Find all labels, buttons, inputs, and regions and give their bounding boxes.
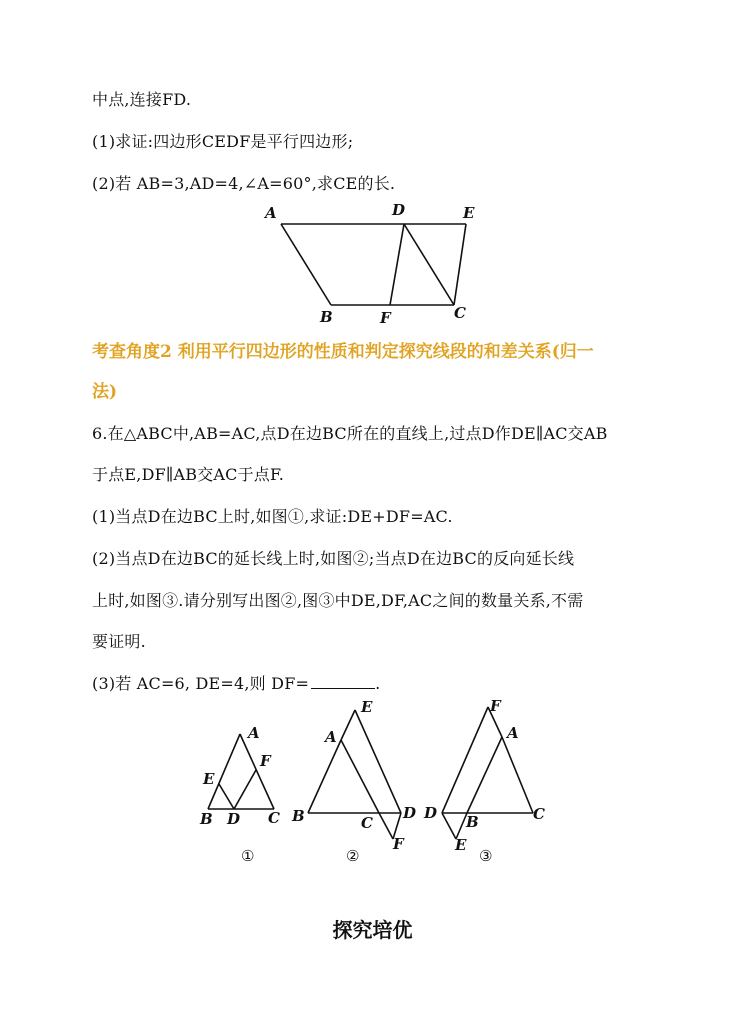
fig3-label-c: C xyxy=(533,805,545,823)
text-line: 中点,连接FD. xyxy=(92,90,192,109)
label-a: A xyxy=(265,204,277,222)
problem-6-part-2-cont: 上时,如图③.请分别写出图②,图③中DE,DF,AC之间的数量关系,不需 xyxy=(92,591,584,610)
label-d: D xyxy=(392,201,406,219)
problem-6-cont: 于点E,DF∥AB交AC于点F. xyxy=(92,465,285,484)
fig3-label-e: E xyxy=(455,836,467,854)
problem-6-part-3 xyxy=(92,671,380,694)
fig2-label-e: E xyxy=(361,698,373,716)
fig3-caption: ③ xyxy=(479,847,493,865)
fig2-label-f: F xyxy=(393,835,404,853)
fig1-label-e: E xyxy=(203,770,215,788)
question-1: (1)求证:四边形CEDF是平行四边形; xyxy=(92,132,354,151)
label-b: B xyxy=(320,308,333,326)
fig1-label-a: A xyxy=(248,724,260,742)
problem-6: 6.在△ABC中,AB=AC,点D在边BC所在的直线上,过点D作DE∥AC交AB xyxy=(92,424,608,443)
section-title: 探究培优 xyxy=(332,918,413,942)
fig3-label-a: A xyxy=(507,724,519,742)
fig1-caption: ① xyxy=(241,847,255,865)
fig2-label-a: A xyxy=(325,728,337,746)
fig3-label-f: F xyxy=(490,697,501,715)
fig1-label-f: F xyxy=(260,752,271,770)
fig2-caption: ② xyxy=(346,847,360,865)
label-f: F xyxy=(380,309,391,327)
question-2: (2)若 AB=3,AD=4,∠A=60°,求CE的长. xyxy=(92,174,396,193)
fig1-label-b: B xyxy=(200,810,213,828)
fig2-label-c: C xyxy=(361,814,373,832)
section-heading: 考查角度2 利用平行四边形的性质和判定探究线段的和差关系(归一 xyxy=(92,342,594,362)
fig3-label-b: B xyxy=(466,813,479,831)
part-3-period: . xyxy=(375,674,381,693)
figure-2-lines xyxy=(308,710,401,839)
section-heading-cont: 法) xyxy=(92,382,118,402)
fig2-label-d: D xyxy=(403,804,417,822)
label-e: E xyxy=(463,204,475,222)
fig1-label-d: D xyxy=(227,810,241,828)
fig3-label-d: D xyxy=(424,804,438,822)
answer-blank xyxy=(311,674,375,689)
figure-3-lines xyxy=(442,707,533,839)
fig1-label-c: C xyxy=(268,809,280,827)
fig2-label-b: B xyxy=(292,807,305,825)
problem-6-part-2: (2)当点D在边BC的延长线上时,如图②;当点D在边BC的反向延长线 xyxy=(92,549,575,568)
figure-top-lines xyxy=(281,224,466,305)
part-3-text: (3)若 AC=6, DE=4,则 DF= xyxy=(92,674,310,693)
problem-6-part-2-end: 要证明. xyxy=(92,632,146,651)
figure-1-lines xyxy=(208,734,274,809)
problem-6-part-1: (1)当点D在边BC上时,如图①,求证:DE+DF=AC. xyxy=(92,507,453,526)
label-c: C xyxy=(454,304,466,322)
